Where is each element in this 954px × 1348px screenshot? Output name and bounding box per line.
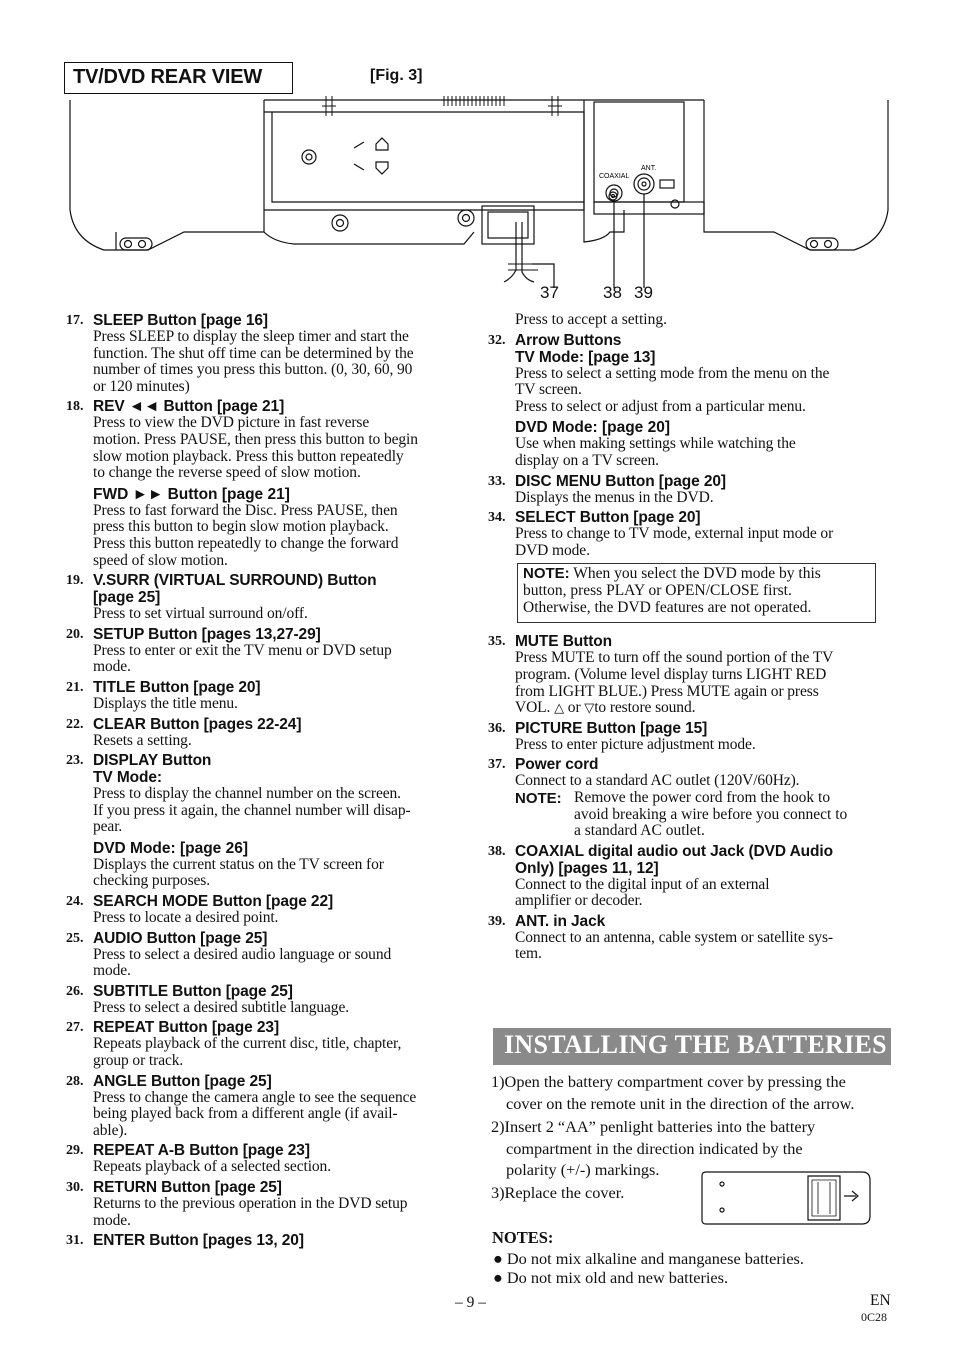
item-text: Press to enter picture adjustment mode. [515,735,756,753]
batteries-section-title: INSTALLING THE BATTERIES [493,1028,891,1065]
note-bullet-1: ● Do not mix alkaline and manganese batteries. [493,1249,804,1268]
item-36 [488,720,896,754]
item-38 [488,843,896,910]
item-21 [66,679,470,713]
item-subheading: FWD ►► Button [page 21] [93,485,290,503]
item-number: 35. [488,634,506,650]
item-text: Press to select a setting mode from the menu on the TV screen. Press to select or adjust from a particular menu. [515,364,830,415]
item-35 [488,633,896,716]
item-mode-label: TV Mode: [93,769,162,787]
item-text: Press to change to TV mode, external input mode or DVD mode. [515,525,834,559]
item-text: Displays the title menu. [93,694,238,712]
item-24 [66,893,470,927]
battery-step-1: 1)Open the battery compartment cover by pressing the cover on the remote unit in the direction of the arrow. [491,1072,855,1113]
section-header-tv-dvd-rear-view: TV/DVD REAR VIEW [64,62,293,94]
item-number: 21. [66,679,84,695]
item-31-text: Press to accept a setting. [515,311,667,328]
item-heading: SELECT Button [page 20] [515,509,701,527]
item-heading: REV ◄◄ Button [page 21] [93,398,285,416]
item-text: Press to display the channel number on the screen. If you press it again, the channel number will disap- pear. [93,785,411,836]
item-text: Press SLEEP to display the sleep timer and start the function. The shut off time can be determined by the number of times you press this button. (0, 30, 60, 90 or 120 minutes) [93,328,414,395]
tv-rear-view-diagram [64,92,894,307]
item-number: 34. [488,510,506,526]
item-text: Repeats playback of a selected section. [93,1158,331,1176]
item-number: 31. [66,1233,84,1249]
item-number: 22. [66,716,84,732]
item-25 [66,930,470,980]
item-subtext: Use when making settings while watching the display on a TV screen. [515,435,796,469]
item-text: Press to locate a desired point. [93,909,279,927]
item-heading: Arrow Buttons [515,331,622,349]
item-heading: ANT. in Jack [515,912,606,930]
item-heading: SEARCH MODE Button [page 22] [93,893,334,911]
item-text: Press to select a desired audio language or sound mode. [93,945,392,980]
battery-step-2: 2)Insert 2 “AA” penlight batteries into the battery compartment in the direction indicated by the polarity (+/-) markings. [491,1117,816,1179]
right-column [488,312,896,966]
item-text: Press to set virtual surround on/off. [93,605,308,623]
item-heading: CLEAR Button [pages 22-24] [93,715,302,733]
item-text: Returns to the previous operation in the DVD setup mode. [93,1195,408,1229]
battery-step-3: 3)Replace the cover. [491,1183,625,1202]
item-mode-label: TV Mode: [page 13] [515,348,656,366]
triangle-up-icon: △ [554,700,565,716]
note-bullet-2: ● Do not mix old and new batteries. [493,1268,729,1287]
note-line-1: When you select the DVD mode by this [569,565,821,583]
item-text: Displays the menus in the DVD. [515,488,714,506]
note-line-3: Otherwise, the DVD features are not operated. [523,599,812,617]
item-text: Press MUTE to turn off the sound portion of the TV program. (Volume level display turns LIGHT RED from LIGHT BLUE.) Press MUTE again or press VOL. △ or ▽to restore sound. [515,649,834,717]
item-heading: SUBTITLE Button [page 25] [93,982,293,1000]
item-number: 30. [66,1180,84,1195]
item-text: Resets a setting. [93,731,192,749]
triangle-down-icon: ▽ [584,700,595,716]
item-number: 23. [66,753,84,769]
item-31 [66,1232,470,1249]
item-note: NOTE: Remove the power cord from the hook to avoid breaking a wire before you connect to a standard AC outlet. [515,788,848,840]
item-number: 20. [66,626,84,642]
bullet-icon: ● [493,1249,503,1268]
item-text: Connect to a standard AC outlet (120V/60Hz). [515,772,800,790]
item-number: 28. [66,1073,84,1089]
item-29 [66,1142,470,1176]
item-heading: AUDIO Button [page 25] [93,929,268,947]
item-heading: RETURN Button [page 25] [93,1179,282,1196]
item-number: 25. [66,930,84,946]
item-heading: PICTURE Button [page 15] [515,719,708,737]
item-heading: SETUP Button [pages 13,27-29] [93,625,321,643]
item-heading: COAXIAL digital audio out Jack (DVD Audio [515,842,833,860]
note-label: NOTE: [523,565,570,583]
item-heading: ANGLE Button [page 25] [93,1072,272,1090]
item-number: 18. [66,399,84,415]
note-line-2: button, press PLAY or OPEN/CLOSE first. [523,582,792,600]
item-text: Press to select a desired subtitle language. [93,998,350,1016]
item-number: 33. [488,473,506,489]
item-number: 37. [488,757,506,773]
item-26 [66,983,470,1017]
item-subtext: Press to fast forward the Disc. Press PAUSE, then press this button to begin slow motion playback. Press this button repeatedly to change the forward speed of slow motion. [93,501,399,569]
item-number: 27. [66,1020,84,1036]
item-heading: ENTER Button [pages 13, 20] [93,1232,304,1250]
item-number: 38. [488,843,506,859]
item-heading: MUTE Button [515,633,613,651]
item-heading: V.SURR (VIRTUAL SURROUND) Button [93,572,377,590]
item-number: 26. [66,983,84,999]
item-heading: TITLE Button [page 20] [93,678,261,696]
item-18 [66,398,470,569]
item-34 [488,509,896,623]
item-subheading: DVD Mode: [page 26] [93,839,249,857]
item-number: 24. [66,894,84,910]
figure-label: [Fig. 3] [370,67,423,84]
item-text: Press to change the camera angle to see the sequence being played back from a different angle (if avail- able). [93,1088,417,1139]
item-heading: REPEAT Button [page 23] [93,1019,280,1037]
item-subtext: Displays the current status on the TV screen for checking purposes. [93,855,384,890]
notes-heading: NOTES: [492,1228,554,1247]
callout-37: 37 [540,283,559,302]
item-23 [66,752,470,890]
item-20 [66,626,470,676]
doc-code: 0C28 [861,1310,888,1324]
item-text: Press to view the DVD picture in fast reverse motion. Press PAUSE, then press this button to begin slow motion playback. Press this button repeatedly to change the reverse speed of slow motion. [93,414,418,482]
item-heading: Power cord [515,756,599,774]
item-28 [66,1073,470,1140]
ant-label: ANT. [641,165,657,172]
item-heading: DISC MENU Button [page 20] [515,472,726,490]
item-number: 32. [488,332,506,348]
remote-battery-compartment-illustration [700,1170,872,1226]
item-37 [488,756,896,839]
item-heading: REPEAT A-B Button [page 23] [93,1142,310,1160]
page-number: – 9 – [455,1294,486,1311]
item-text: Repeats playback of the current disc, title, chapter, group or track. [93,1035,402,1070]
item-subheading: DVD Mode: [page 20] [515,419,671,437]
item-number: 17. [66,313,84,328]
item-text: Connect to an antenna, cable system or satellite sys- tem. [515,928,833,963]
note-box [517,563,876,623]
callout-38: 38 [603,283,622,302]
item-heading: DISPLAY Button [93,752,212,770]
item-22 [66,716,470,750]
item-number: 36. [488,720,506,736]
item-heading-cont: [page 25] [93,589,161,607]
item-heading-cont: Only) [pages 11, 12] [515,859,659,877]
item-27 [66,1019,470,1069]
coaxial-label: COAXIAL [599,173,630,180]
item-number: 39. [488,913,506,929]
item-30 [66,1179,470,1229]
left-column [66,312,470,1252]
item-39 [488,913,896,963]
bullet-icon: ● [493,1268,503,1287]
item-number: 29. [66,1143,84,1159]
item-text: Press to enter or exit the TV menu or DVD setup mode. [93,641,392,676]
item-33 [488,473,896,507]
item-17 [66,312,470,395]
language-code: EN [870,1292,891,1309]
item-19 [66,572,470,623]
item-heading: SLEEP Button [page 16] [93,312,268,329]
item-text: Connect to the digital input of an external amplifier or decoder. [515,875,770,910]
callout-39: 39 [634,283,653,302]
item-number: 19. [66,573,84,589]
item-32 [488,332,896,470]
